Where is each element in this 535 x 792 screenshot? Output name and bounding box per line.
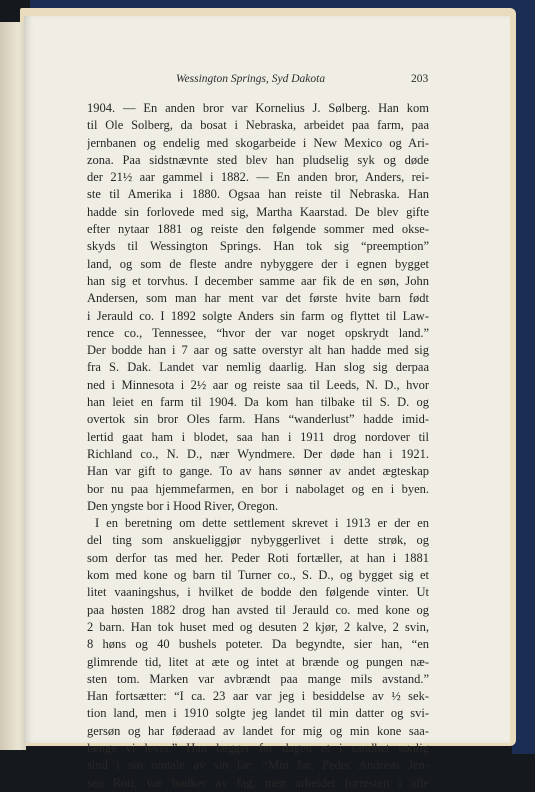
text-line: Der bodde han i 7 aar og satte overstyr alt han hadde med sig xyxy=(87,343,429,358)
text-line: efter nytaar 1881 og reiste den følgende sommer med okse- xyxy=(87,222,429,237)
text-line: Han var gift to gange. To av hans sønner av andet ægteskap xyxy=(87,464,429,479)
text-line: rence co., Tennessee, “hvor der var noget opskrydt land.” xyxy=(87,325,429,340)
text-line: jernbanen og endelig med skogarbeide i New Mexico og Ari- xyxy=(87,135,429,150)
text-line: Richland co., N. D., nær Wyndmere. Der døde han i 1921. xyxy=(87,446,429,461)
text-line: sind i sin omtale av sin far: “Min far, Peder Andreas Jen- xyxy=(87,758,429,773)
text-line: I en beretning om dette settlement skrevet i 1913 er der en xyxy=(95,516,429,531)
text-line: del ting som anskueliggjør nybyggerlivet i dette strøk, og xyxy=(87,533,429,548)
text-line: skyds til Wessington Springs. Han tok sig “preemption” xyxy=(87,239,429,254)
text-line: hadde sin forlovede med sig, Martha Kaarstad. De blev gifte xyxy=(87,204,429,219)
body-text xyxy=(87,100,429,792)
text-line: fra S. Dak. Landet var nemlig daarlig. Han slog sig derpaa xyxy=(87,360,429,375)
text-line: zona. Paa sidstnævnte sted blev han pludselig syk og døde xyxy=(87,152,429,167)
text-line: glimrende tid, litet at æte og intet at brænde og pungen næ- xyxy=(87,654,429,669)
text-line: ned i Minnesota i 2½ aar og reiste saa til Leeds, N. D., hvor xyxy=(87,377,429,392)
text-line: længe vi lever.” Han lægger for dagen et i sandhet sønlig xyxy=(87,740,429,755)
text-line: gersøn og har føderaad av landet for mig og min kone saa- xyxy=(87,723,429,738)
text-line: ste til Amerika i 1880. Ogsaa han reiste til Nebraska. Han xyxy=(87,187,429,202)
text-line: Han fortsætter: “I ca. 23 aar var jeg i besiddelse av ½ sek- xyxy=(87,689,429,704)
text-line: som derfor tas med her. Peder Roti fortæller, at han i 1881 xyxy=(87,550,429,565)
text-line: overtok sin bror Oles farm. Hans “wanderlust” hadde imid- xyxy=(87,412,429,427)
text-line: sten tom. Marken var avbrændt paa mange mils avstand.” xyxy=(87,671,429,686)
facing-page-edge xyxy=(0,22,26,750)
text-line: lertid gaat ham i blodet, saa han i 1911 drog nordover til xyxy=(87,429,429,444)
text-line: han sig et torvhus. I december samme aar fik de en søn, John xyxy=(87,273,429,288)
text-line: paa høsten 1882 drog han avsted til Jerauld co. med kone og xyxy=(87,602,429,617)
text-line: kom med kone og barn til Turner co., S. D., og bygget sig et xyxy=(87,568,429,583)
text-line: 1904. — En anden bror var Kornelius J. Sølberg. Han kom xyxy=(87,101,429,115)
text-line: 8 høns og 40 bushels poteter. Da begyndte, sier han, “en xyxy=(87,637,429,652)
text-line: bor nu paa hjemmefarmen, en bor i nabolaget og en i byen. xyxy=(87,481,429,496)
page-number: 203 xyxy=(411,73,429,85)
text-line: sen Roti, var bødker av fag, men arbeidet forresten i alle xyxy=(87,775,429,790)
text-line: der 21½ aar gammel i 1882. — En anden bror, Anders, rei- xyxy=(87,170,429,185)
text-line: til Ole Solberg, da bosat i Nebraska, arbeidet paa farm, paa xyxy=(87,118,429,133)
text-line: tion land, men i 1910 solgte jeg landet til min datter og svi- xyxy=(87,706,429,721)
text-line: i Jerauld co. I 1892 solgte Anders sin farm og flyttet til Law- xyxy=(87,308,429,323)
text-line: litet vaaningshus, i hvilket de bodde den følgende vinter. Ut xyxy=(87,585,429,600)
text-line: han leiet en farm til 1904. Da kom han tilbake til S. D. og xyxy=(87,395,429,410)
text-line: land, og som de fleste andre nybyggere der i egnen bygget xyxy=(87,256,429,271)
text-line: 2 barn. Han tok huset med og desuten 2 kjør, 2 kalve, 2 svin, xyxy=(87,619,429,634)
text-line: Andersen, som man har ment var det første hvite barn født xyxy=(87,291,429,306)
text-line: Den yngste bor i Hood River, Oregon. xyxy=(87,498,279,513)
running-head: Wessington Springs, Syd Dakota xyxy=(176,73,326,85)
